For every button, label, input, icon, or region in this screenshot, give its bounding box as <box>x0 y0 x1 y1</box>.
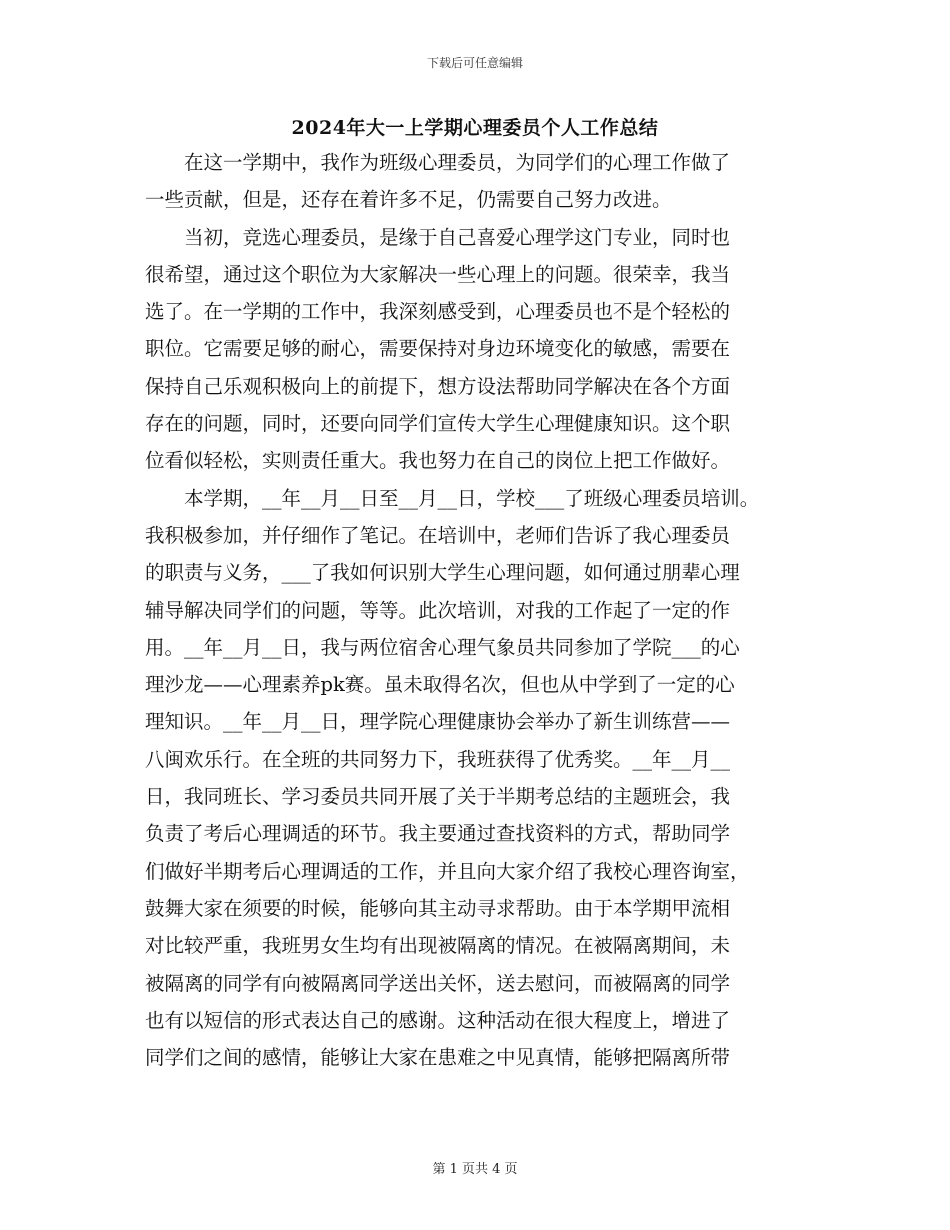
body-line: 存在的问题，同时，还要向同学们宣传大学生心理健康知识。这个职 <box>145 412 731 436</box>
body-line: 理沙龙——心理素养pk赛。虽未取得名次，但也从中学到了一定的心 <box>145 673 735 697</box>
document-title: 2024年大一上学期心理委员个人工作总结 <box>291 117 659 139</box>
page-number: 第 1 页共 4 页 <box>432 1162 518 1177</box>
body-line: 理知识。__年__月__日，理学院心理健康协会举办了新生训练营—— <box>145 710 731 734</box>
body-line: 职位。它需要足够的耐心，需要保持对身边环境变化的敏感，需要在 <box>145 337 731 361</box>
body-line: 当初，竞选心理委员，是缘于自己喜爱心理学这门专业，同时也 <box>184 225 731 249</box>
body-line: 辅导解决同学们的问题，等等。此次培训，对我的工作起了一定的作 <box>145 598 731 622</box>
body-line: 很希望，通过这个职位为大家解决一些心理上的问题。很荣幸，我当 <box>145 262 731 286</box>
body-line: 负责了考后心理调适的环节。我主要通过查找资料的方式，帮助同学 <box>145 822 731 846</box>
body-line: 用。__年__月__日，我与两位宿舍心理气象员共同参加了学院___的心 <box>145 635 740 659</box>
body-line: 也有以短信的形式表达自己的感谢。这种活动在很大程度上，增进了 <box>145 1008 731 1032</box>
document-body <box>145 144 845 1076</box>
body-line: 位看似轻松，实则责任重大。我也努力在自己的岗位上把工作做好。 <box>145 449 731 473</box>
body-line: 对比较严重，我班男女生均有出现被隔离的情况。在被隔离期间，未 <box>145 934 731 958</box>
body-line: 一些贡献，但是，还存在着许多不足，仍需要自己努力改进。 <box>145 188 672 212</box>
body-line: 在这一学期中，我作为班级心理委员，为同学们的心理工作做了 <box>184 151 731 174</box>
body-line: 我积极参加，并仔细作了笔记。在培训中，老师们告诉了我心理委员 <box>145 523 731 547</box>
body-line: 八闽欢乐行。在全班的共同努力下，我班获得了优秀奖。__年__月__ <box>145 747 731 771</box>
body-line: 保持自己乐观积极向上的前提下，想方设法帮助同学解决在各个方面 <box>145 374 731 398</box>
body-line: 的职责与义务，___了我如何识别大学生心理问题，如何通过朋辈心理 <box>145 561 740 585</box>
body-line: 同学们之间的感情，能够让大家在患难之中见真情，能够把隔离所带 <box>145 1046 731 1070</box>
body-line: 们做好半期考后心理调适的工作，并且向大家介绍了我校心理咨询室， <box>145 859 750 883</box>
body-line: 被隔离的同学有向被隔离同学送出关怀，送去慰问，而被隔离的同学 <box>145 971 731 995</box>
body-line: 鼓舞大家在须要的时候，能够向其主动寻求帮助。由于本学期甲流相 <box>145 896 731 920</box>
body-line: 本学期，__年__月__日至__月__日，学校___了班级心理委员培训。 <box>184 486 760 510</box>
header-note: 下载后可任意编辑 <box>426 56 523 70</box>
body-line: 日，我同班长、学习委员共同开展了关于半期考总结的主题班会，我 <box>145 785 731 809</box>
body-line: 选了。在一学期的工作中，我深刻感受到，心理委员也不是个轻松的 <box>145 300 731 324</box>
